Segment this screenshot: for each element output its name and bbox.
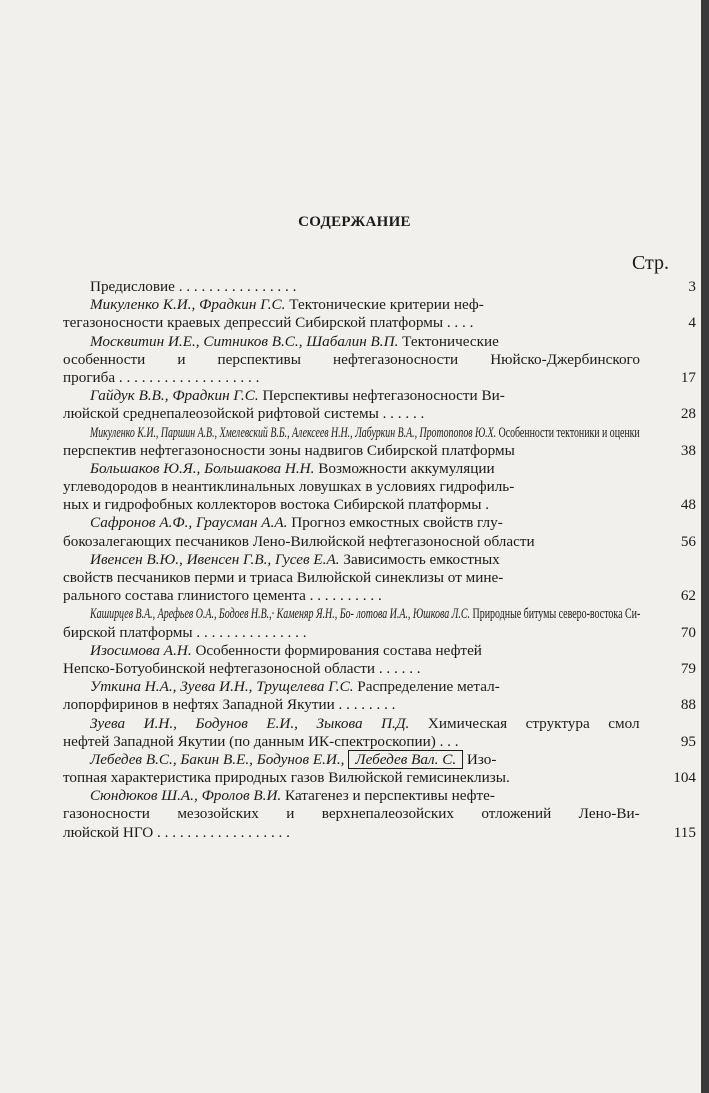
page-title: СОДЕРЖАНИЕ (298, 214, 411, 230)
toc-title-text: углеводородов в неантиклинальных ловушках в условиях гидрофиль- (63, 478, 515, 496)
toc-authors: Гайдук В.В., Фрадкин Г.С. (90, 387, 259, 405)
toc-page-number: 3 (688, 278, 696, 295)
toc-page-number: 17 (680, 368, 696, 386)
toc-line (90, 642, 696, 660)
toc-title-text: Катагенез и перспективы нефте- (285, 787, 495, 805)
page-column-label: Стр. (631, 252, 669, 274)
toc-authors: Уткина Н.А., Зуева И.Н., Трущелева Г.С. (90, 678, 354, 696)
toc-title-text: Особенности формирования состава нефтей (195, 641, 482, 659)
toc-line (63, 496, 696, 514)
toc-line (63, 441, 696, 460)
toc-line (63, 805, 696, 823)
toc-line (63, 350, 696, 369)
toc-title-text: Тектонические (402, 332, 499, 350)
toc-line (90, 278, 696, 296)
toc-entry (63, 423, 696, 460)
toc-title-text: топная характеристика природных газов Вилюйской гемисинеклизы. (63, 769, 510, 787)
toc-title-text: Химическая структура смол (427, 714, 640, 732)
toc-title-text: Предисловие . . . . . . . . . . . . . . . . (90, 278, 297, 295)
toc-title-text: свойств песчаников перми и триаса Вилюйской синеклизы от мине- (63, 569, 504, 586)
toc-entry (63, 714, 696, 751)
toc-title-text: люйской среднепалеозойской рифтовой системы . . . . . . (63, 405, 425, 423)
toc-title-text: рального состава глинистого цемента . . . . . . . . . . (63, 587, 382, 605)
toc-line (90, 460, 696, 478)
toc-authors: Сафронов А.Ф., Граусман А.А. (90, 514, 288, 532)
toc-title-text: лопорфиринов в нефтях Западной Якутии . . . . . . . . (63, 696, 396, 714)
toc-authors: Лебедев В.С., Бакин В.Е., Бодунов Е.И., (90, 750, 345, 768)
toc-line (63, 314, 696, 332)
toc-title-text: особенности и перспективы нефтегазоносности Нюйско-Джербинского (63, 350, 641, 368)
toc-line (63, 368, 696, 387)
toc-entry (63, 750, 696, 787)
toc-page-number: 62 (680, 587, 696, 605)
toc-title-text: бирской платформы . . . . . . . . . . . . . . . (63, 623, 307, 641)
toc-title-text: Перспективы нефтегазоносности Ви- (262, 387, 505, 405)
toc-title-text: Возможности аккумуляции (318, 459, 495, 477)
toc-title-text: ных и гидрофобных коллекторов востока Сибирской платформы . (63, 496, 490, 514)
toc-title-text: Зависимость емкостных (343, 550, 500, 568)
toc-title-text: Прогноз емкостных свойств глу- (291, 514, 503, 532)
toc-page-number: 70 (680, 623, 696, 641)
toc-page-number: 95 (680, 732, 696, 750)
toc-page-number: 4 (688, 314, 696, 332)
toc-entry (63, 459, 696, 515)
toc-authors: Лабуркин В.А., Протопопов Ю.Х. (355, 423, 497, 441)
toc-authors: лотова И.А., Юшкова Л.С. (356, 605, 471, 623)
toc-entry (63, 332, 696, 388)
toc-title-text: люйской НГО . . . . . . . . . . . . . . . . . . (63, 823, 290, 841)
toc-line (63, 478, 696, 496)
toc-page-number: 79 (680, 659, 696, 677)
toc-entry (63, 605, 696, 641)
toc-boxed-author: Лебедев Вал. С. (348, 750, 463, 769)
toc-authors: Сюндюков Ш.А., Фролов В.И. (90, 787, 282, 805)
toc-title-text: перспектив нефтегазоносности зоны надвигов Сибирской платформы (63, 441, 515, 459)
toc-line (90, 424, 696, 442)
toc-title-text: газоносности мезозойских и верхнепалеозойских отложений Лено-Ви- (63, 805, 640, 823)
toc-entry (63, 387, 696, 423)
toc-line (90, 551, 696, 569)
toc-title-text: Особенности тектоники и оценки (498, 423, 640, 441)
toc-title-text: Изо- (466, 750, 497, 768)
toc-entry (63, 514, 696, 550)
toc-authors: Микуленко К.И., Паршин А.В., Хмелевский В.Б., Алексеев Н.Н., (90, 423, 353, 441)
toc-authors: Микуленко К.И., Фрадкин Г.С. (90, 296, 286, 314)
toc-title-text: тегазоносности краевых депрессий Сибирской платформы . . . . (63, 314, 474, 332)
toc-title-text: Непско-Ботуобинской нефтегазоносной области . . . . . . (63, 659, 421, 677)
toc-page-number: 38 (680, 441, 696, 459)
toc-line (63, 405, 696, 423)
toc-title-text: бокозалегающих песчаников Лено-Вилюйской нефтегазоносной области (63, 532, 535, 550)
toc-line (63, 769, 696, 787)
toc-entry (63, 296, 696, 332)
toc-title-text: прогиба . . . . . . . . . . . . . . . . . . . (63, 368, 260, 386)
toc-line (90, 678, 696, 696)
toc-entry (63, 641, 696, 678)
toc-authors: Зуева И.Н., Бодунов Е.И., Зыкова П.Д. (90, 714, 410, 732)
toc-title-text: Тектонические критерии неф- (289, 296, 484, 314)
toc-page-number: 88 (680, 696, 696, 714)
toc-line (63, 623, 696, 642)
toc-authors: Большаков Ю.Я., Большакова Н.Н. (90, 459, 315, 477)
toc-title-text: Природные битумы северо-востока Си- (472, 605, 641, 623)
toc-authors: Ивенсен В.Ю., Ивенсен Г.В., Гусев Е.А. (90, 550, 340, 568)
scan-edge (701, 0, 709, 1093)
table-of-contents (63, 278, 696, 842)
toc-authors: Изосимова А.Н. (90, 641, 192, 659)
toc-page-number: 28 (680, 405, 696, 423)
toc-authors: Каширцев В.А., Арефьев О.А., Бодоев Н.В.,· Каменяр Я.Н., Бо- (90, 605, 354, 623)
toc-page-number: 115 (673, 823, 696, 841)
toc-line (90, 751, 696, 769)
toc-line (63, 532, 696, 551)
toc-page-number: 48 (680, 496, 696, 514)
toc-line (90, 715, 696, 733)
toc-line (90, 387, 696, 405)
toc-line (90, 333, 696, 351)
toc-line (63, 732, 696, 751)
toc-line (90, 787, 696, 805)
toc-title-text: Распределение метал- (357, 678, 500, 696)
toc-entry (63, 550, 696, 606)
toc-entry (63, 787, 696, 842)
toc-line (90, 514, 696, 532)
toc-line (63, 587, 696, 605)
toc-line (90, 296, 696, 314)
toc-line (63, 823, 696, 842)
toc-authors: Москвитин И.Е., Ситников В.С., Шабалин В.П. (90, 332, 399, 350)
toc-page-number: 104 (673, 769, 696, 787)
toc-title-text: нефтей Западной Якутии (по данным ИК-спектроскопии) . . . (63, 732, 459, 750)
toc-line (90, 605, 696, 623)
toc-line (63, 696, 696, 714)
toc-line (63, 569, 696, 587)
toc-line (63, 659, 696, 678)
toc-entry (90, 278, 696, 296)
toc-page-number: 56 (680, 532, 696, 550)
toc-entry (63, 678, 696, 714)
